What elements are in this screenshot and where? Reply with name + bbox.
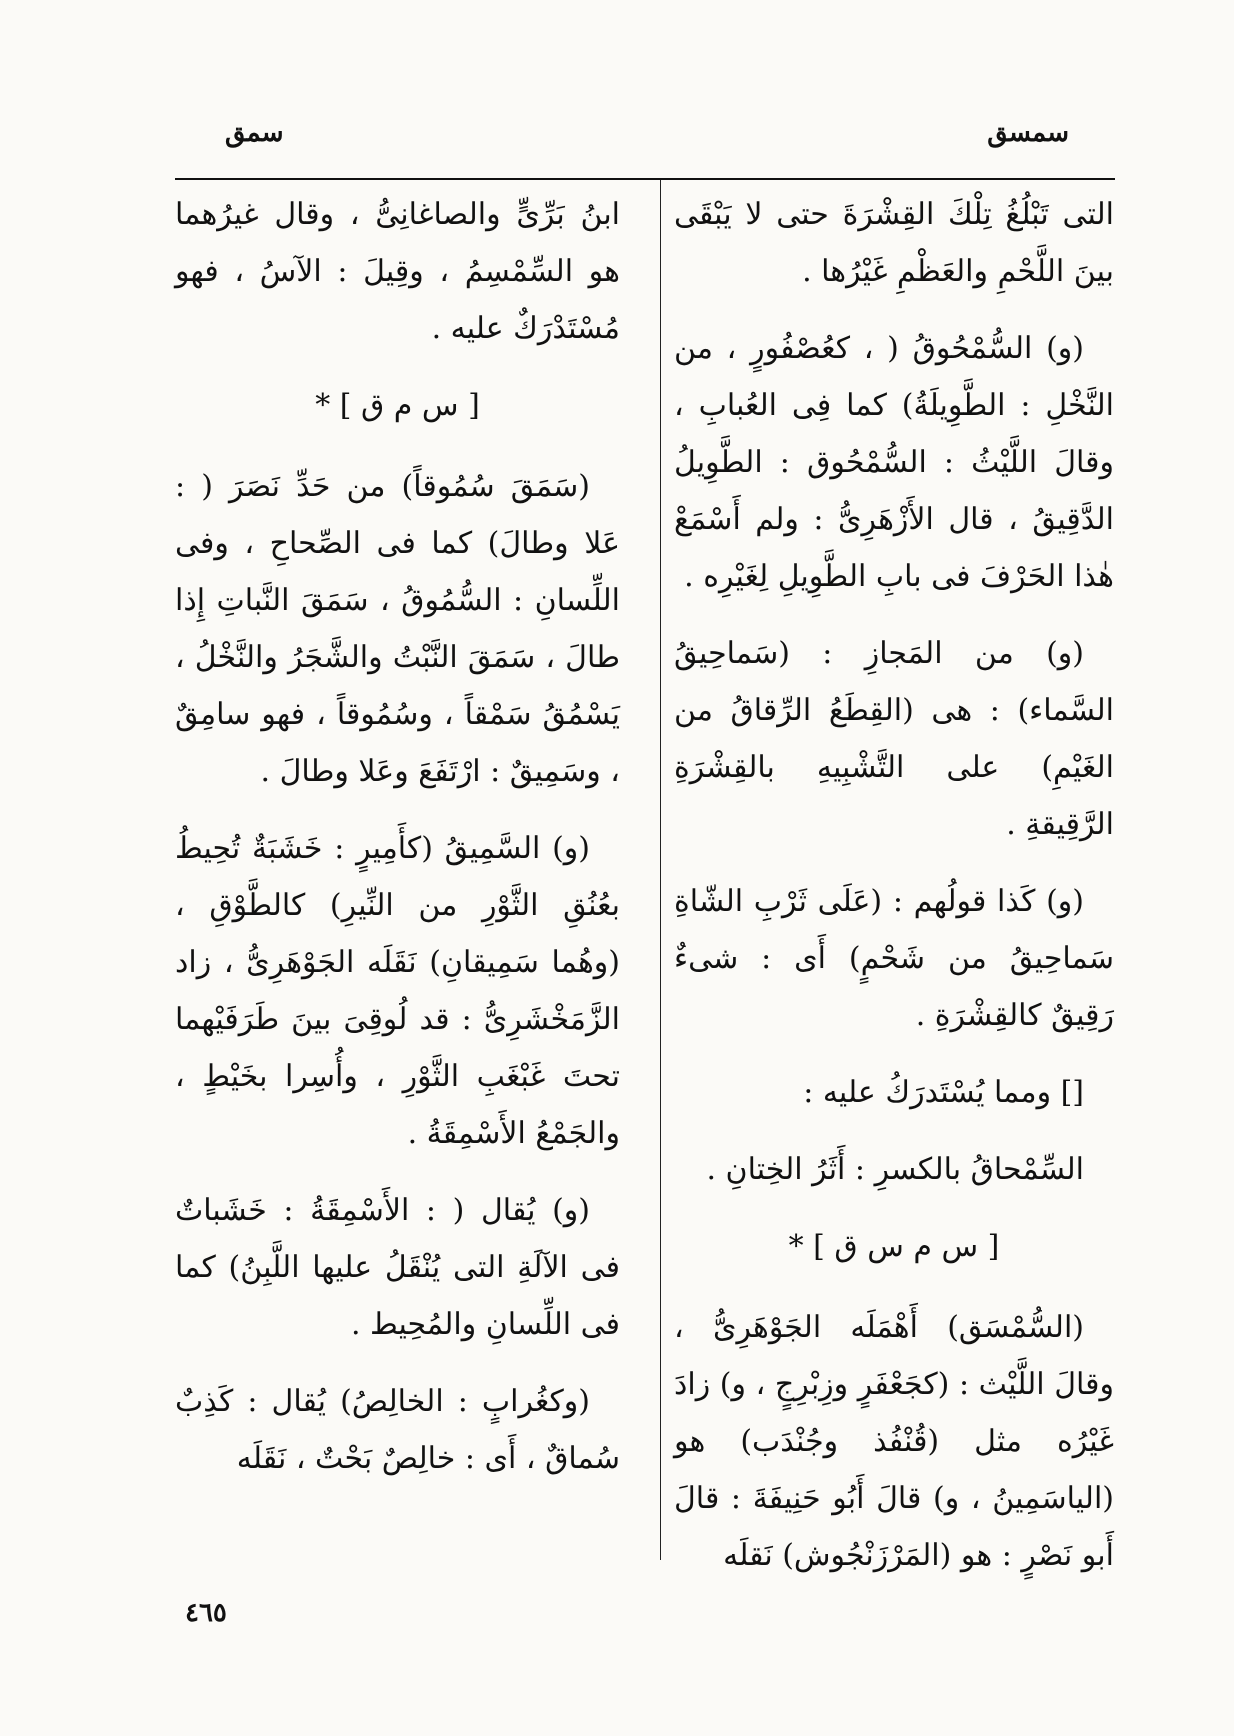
entry-heading: [ س م س ق ] * bbox=[788, 1229, 1000, 1264]
page-header bbox=[0, 118, 1234, 158]
paragraph: (و) كَذا قولُهم : (عَلَى ثَرْبِ الشّاةِ سَماحِيقُ من شَحْمٍ) أَى : شىءٌ رَقِيقٌ كالقِشْرَةِ . bbox=[674, 884, 1114, 1033]
running-head-right: سمسق bbox=[987, 118, 1069, 148]
entry-heading: [ س م ق ] * bbox=[315, 388, 480, 423]
paragraph: (سَمَقَ سُمُوقاً) من حَدِّ نَصَرَ ( : عَلا وطالَ) كما فى الصِّحاحِ ، وفى اللِّسانِ : السُّمُوقُ ، سَمَقَ النَّباتِ إِذا طالَ ، سَمَقَ النَّبْتُ والشَّجَرُ والنَّخْلُ ، يَسْمُقُ سَمْقاً ، وسُمُوقاً ، فهو سامِقٌ ، وسَمِيقٌ : ارْتَفَعَ وعَلا وطالَ . bbox=[175, 469, 620, 789]
paragraph: التى تَبْلُغُ تِلْكَ القِشْرَةَ حتى لا يَبْقَى بينَ اللَّحْمِ والعَظْمِ غَيْرُها . bbox=[674, 197, 1114, 289]
paragraph: ابنُ بَرِّىٍّ والصاغانِىُّ ، وقال غيرُهما هو السِّمْسِمُ ، وقِيلَ : الآسُ ، فهو مُسْتَدْرَكٌ عليه . bbox=[175, 197, 620, 346]
right-column bbox=[674, 186, 1114, 1604]
paragraph: (و) السَّمِيقُ (كأَمِيرٍ : خَشَبَةٌ تُحِيطُ بعُنُقِ الثَّوْرِ من النِّيرِ) كالطَّوْقِ ، (وهُما سَمِيقانِ) نَقَلَه الجَوْهَرِىُّ ، زاد الزَّمَخْشَرِىُّ : قد لُوقِىَ بينَ طَرَفَيْهما تحتَ غَبْغَبِ الثَّوْرِ ، وأُسِرا بخَيْطٍ ، والجَمْعُ الأَسْمِقَةُ . bbox=[175, 831, 620, 1151]
header-rule bbox=[175, 178, 1115, 180]
left-column bbox=[175, 186, 620, 1507]
paragraph: (و) من المَجازِ : (سَماحِيقُ السَّماء) : هى (القِطَعُ الرِّقاقُ من الغَيْمِ) على التَّشْبِيهِ بالقِشْرَةِ الرَّقِيقةِ . bbox=[674, 636, 1114, 842]
page-number: ٤٦٥ bbox=[185, 1598, 227, 1628]
paragraph: (و) السُّمْحُوقُ ( ، كعُصْفُورٍ ، من النَّخْلِ : الطَّوِيلَةُ) كما فِى العُبابِ ، وقالَ اللَّيْثُ : السُّمْحُوق : الطَّوِيلُ الدَّقِيقُ ، قال الأَزْهَرِىُّ : ولم أَسْمَعْ هٰذا الحَرْفَ فى بابِ الطَّوِيلِ لِغَيْرِه . bbox=[674, 331, 1114, 594]
supplement-note: [] ومما يُسْتَدرَكُ عليه : bbox=[803, 1075, 1084, 1110]
paragraph: السِّمْحاقُ بالكسرِ : أَثَرُ الخِتانِ . bbox=[706, 1152, 1084, 1187]
paragraph: (وكغُرابٍ : الخالِصُ) يُقال : كَذِبٌ سُماقٌ ، أَى : خالِصٌ بَحْتٌ ، نَقَلَه bbox=[175, 1384, 620, 1476]
running-head-left: سمق bbox=[225, 118, 284, 148]
paragraph: (و) يُقال ( : الأَسْمِقَةُ : خَشَباتٌ فى الآلَةِ التى يُنْقَلُ عليها اللَّبِنُ) كما فى اللِّسانِ والمُحِيط . bbox=[175, 1193, 620, 1342]
column-separator bbox=[660, 180, 661, 1560]
paragraph: (السُّمْسَق) أَهْمَلَه الجَوْهَرِىُّ ، وقالَ اللَّيْث : (كجَعْفَرٍ وزِبْرِجٍ ، و) زادَ غَيْرُه مثل (قُنْفُذ وجُنْدَب) هو (الياسَمِينُ ، و) قالَ أَبُو حَنِيفَةَ : قالَ أَبو نَصْرٍ : هو (المَرْزَنْجُوش) نَقلَه bbox=[674, 1310, 1114, 1573]
